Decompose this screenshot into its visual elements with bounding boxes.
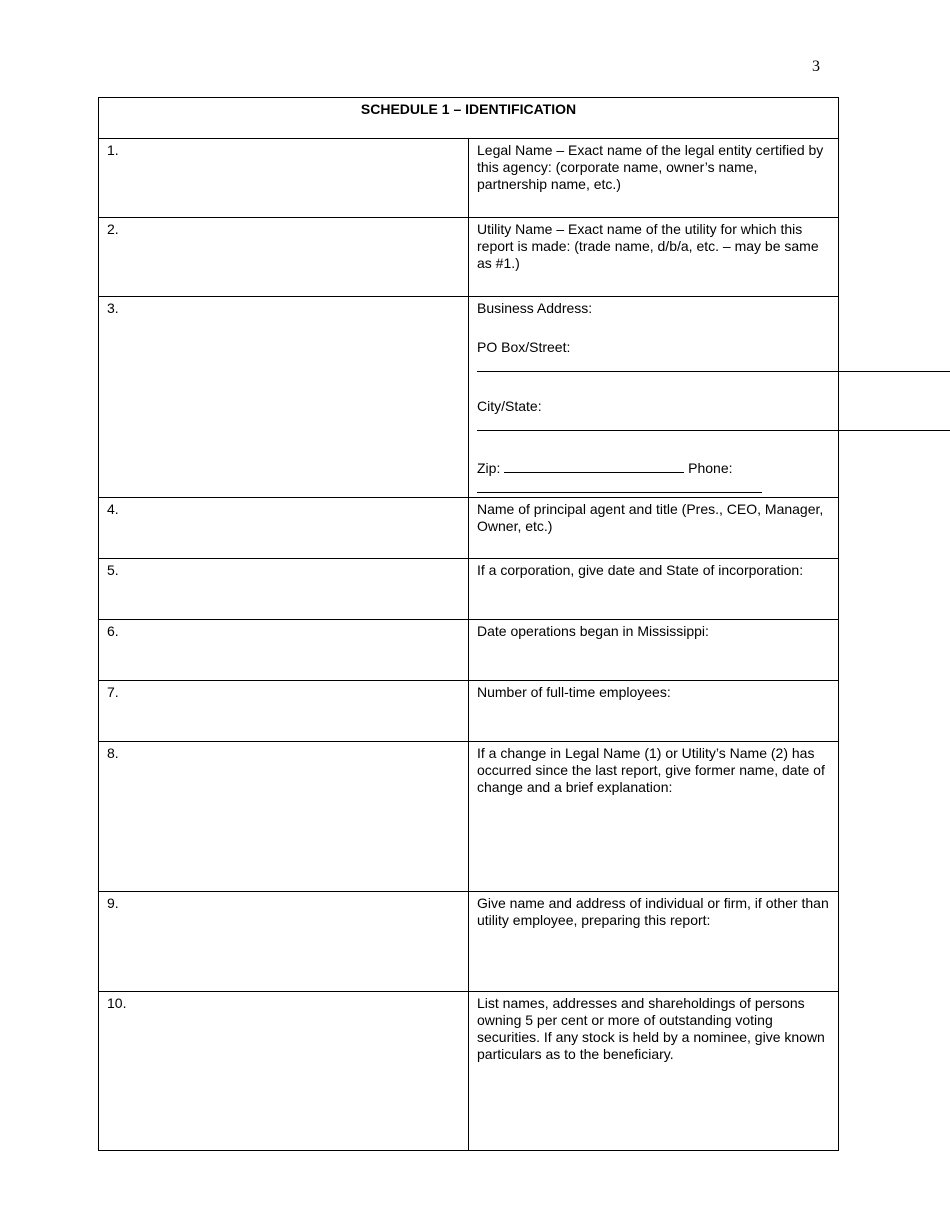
table-row-incorporation	[99, 559, 839, 620]
table-row-name-change	[99, 742, 839, 892]
po-box-street-input[interactable]	[477, 356, 950, 372]
table-title-row	[99, 98, 839, 139]
utility-name-field[interactable]	[469, 218, 839, 297]
zip-phone-row	[477, 457, 830, 497]
operations-date-label: Date operations began in Mississippi:	[477, 623, 709, 639]
item-number: 4.	[99, 498, 469, 559]
schedule-title: SCHEDULE 1 – IDENTIFICATION	[360, 101, 577, 117]
item-number: 10.	[99, 992, 469, 1151]
shareholders-label: List names, addresses and shareholdings of persons owning 5 per cent or more of outstanding voting securities. If any stock is held by a nominee, give known particulars as to the beneficiary.	[477, 995, 825, 1062]
item-number: 3.	[99, 297, 469, 498]
item-number: 8.	[99, 742, 469, 892]
shareholders-field[interactable]	[469, 992, 839, 1151]
city-state-input[interactable]	[477, 415, 950, 431]
business-address-label: Business Address:	[477, 300, 593, 316]
legal-name-label: Legal Name – Exact name of the legal entity certified by this agency: (corporate name, owner’s name, partnership name, etc.)	[477, 142, 824, 192]
employees-label: Number of full-time employees:	[477, 684, 671, 700]
business-address-cell	[469, 297, 839, 498]
city-state-row	[477, 398, 830, 435]
table-row-principal-agent	[99, 498, 839, 559]
utility-name-label: Utility Name – Exact name of the utility for which this report is made: (trade name, d/b/a, etc. – may be same as #1.)	[477, 221, 819, 271]
zip-label: Zip:	[477, 460, 501, 476]
table-row-employees	[99, 681, 839, 742]
phone-label: Phone:	[688, 460, 733, 476]
principal-agent-label: Name of principal agent and title (Pres., CEO, Manager, Owner, etc.)	[477, 501, 824, 534]
po-box-street-label: PO Box/Street:	[477, 339, 571, 355]
item-number: 7.	[99, 681, 469, 742]
name-change-label: If a change in Legal Name (1) or Utility’s Name (2) has occurred since the last report, give former name, date of change and a brief explanation:	[477, 745, 825, 795]
incorporation-label: If a corporation, give date and State of incorporation:	[477, 562, 804, 578]
principal-agent-field[interactable]	[469, 498, 839, 559]
preparer-field[interactable]	[469, 892, 839, 992]
item-number: 6.	[99, 620, 469, 681]
city-state-label: City/State:	[477, 398, 542, 414]
employees-field[interactable]	[469, 681, 839, 742]
legal-name-field[interactable]	[469, 139, 839, 218]
page-number: 3	[812, 58, 820, 75]
phone-input[interactable]	[477, 477, 762, 493]
preparer-label: Give name and address of individual or firm, if other than utility employee, preparing this report:	[477, 895, 829, 928]
table-row-business-address	[99, 297, 839, 498]
table-row-shareholders	[99, 992, 839, 1151]
table-row-legal-name	[99, 139, 839, 218]
operations-date-field[interactable]	[469, 620, 839, 681]
table-row-preparer	[99, 892, 839, 992]
table-row-operations-date	[99, 620, 839, 681]
schedule-1-identification-table	[98, 97, 839, 1151]
table-row-utility-name	[99, 218, 839, 297]
item-number: 9.	[99, 892, 469, 992]
schedule-title-cell	[99, 98, 839, 139]
item-number: 2.	[99, 218, 469, 297]
po-box-street-row	[477, 339, 830, 376]
incorporation-field[interactable]	[469, 559, 839, 620]
zip-input[interactable]	[504, 457, 684, 473]
name-change-field[interactable]	[469, 742, 839, 892]
item-number: 5.	[99, 559, 469, 620]
item-number: 1.	[99, 139, 469, 218]
